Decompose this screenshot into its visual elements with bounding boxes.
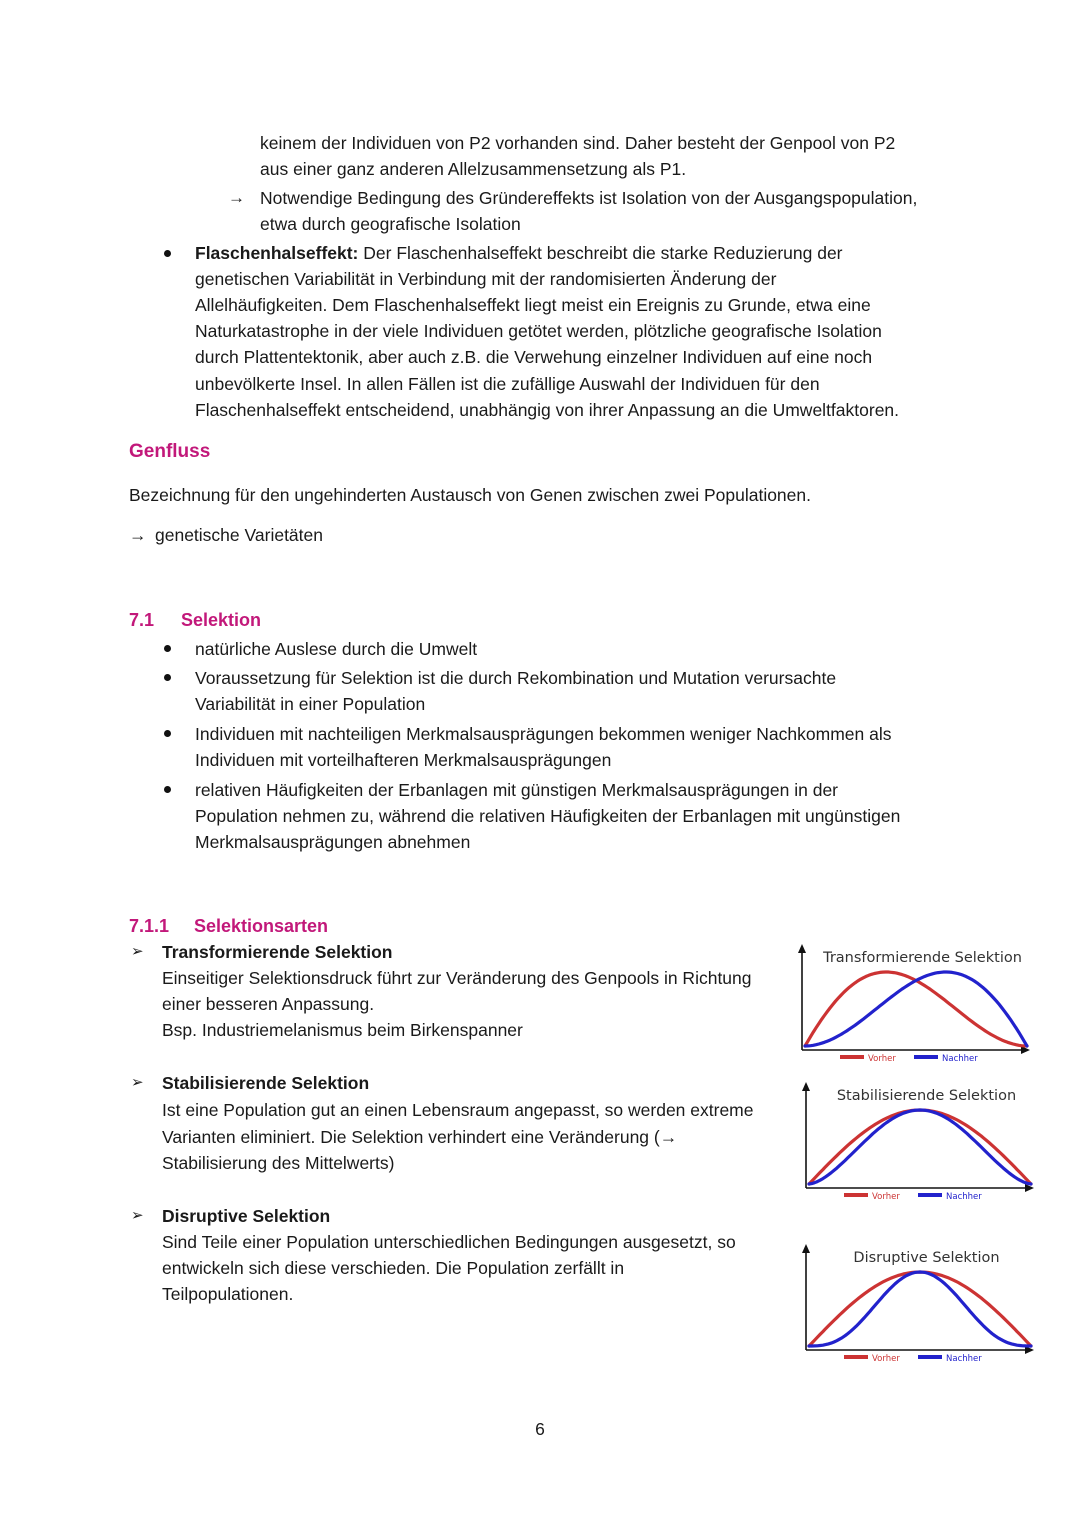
chart-svg bbox=[796, 1076, 1041, 1206]
arrow-icon: → bbox=[228, 188, 245, 207]
bullet-icon bbox=[164, 645, 171, 652]
legend-swatch-vorher bbox=[840, 1055, 864, 1059]
flaschenhals-line-6: unbevölkerte Insel. In allen Fällen ist die zufällige Auswahl der Individuen für den bbox=[195, 374, 820, 394]
legend-swatch-nachher bbox=[918, 1355, 942, 1359]
flaschenhals-term: Flaschenhalseffekt: bbox=[195, 243, 359, 263]
chart-svg bbox=[792, 938, 1037, 1068]
disruptiv-line-3: Teilpopulationen. bbox=[162, 1284, 294, 1304]
chart-title: Stabilisierende Selektion bbox=[836, 1088, 1017, 1104]
chart-title: Disruptive Selektion bbox=[853, 1250, 1000, 1266]
disruptiv-line-2: entwickeln sich diese verschieden. Die Population zerfällt in bbox=[162, 1258, 625, 1278]
genfluss-definition: Bezeichnung für den ungehinderten Austausch von Genen zwischen zwei Populationen. bbox=[129, 485, 811, 505]
transformierend-line-2: einer besseren Anpassung. bbox=[162, 994, 375, 1014]
disruptiv-line-1: Sind Teile einer Population unterschiedlichen Bedingungen ausgesetzt, so bbox=[162, 1232, 736, 1252]
flaschenhals-line-1-rest: Der Flaschenhalseffekt beschreibt die starke Reduzierung der bbox=[363, 243, 843, 263]
legend-label-vorher: Vorher bbox=[872, 1354, 900, 1364]
flaschenhals-line-7: Flaschenhalseffekt entscheidend, unabhängig von ihrer Anpassung an die Umweltfaktoren. bbox=[195, 400, 900, 420]
stabilisierend-line-3: Stabilisierung des Mittelwerts) bbox=[162, 1153, 395, 1173]
flaschenhals-line-2: genetischen Variabilität in Verbindung mit der randomisierten Änderung der bbox=[195, 269, 777, 289]
transformierend-title: Transformierende Selektion bbox=[162, 942, 393, 962]
stabilisierend-line-1: Ist eine Population gut an einen Lebensraum angepasst, so werden extreme bbox=[162, 1100, 754, 1120]
intro-arrow-line-2: etwa durch geografische Isolation bbox=[260, 214, 521, 234]
selektion-bullet-2-line-2: Variabilität in einer Population bbox=[195, 694, 426, 714]
flaschenhals-line-3: Allelhäufigkeiten. Dem Flaschenhalseffekt liegt meist ein Ereignis zu Grunde, etwa eine bbox=[195, 295, 871, 315]
selektion-bullet-3-line-1: Individuen mit nachteiligen Merkmalsausprägungen bekommen weniger Nachkommen als bbox=[195, 724, 892, 744]
genfluss-heading: Genfluss bbox=[129, 441, 211, 462]
selektion-bullet-2-line-1: Voraussetzung für Selektion ist die durch Rekombination und Mutation verursachte bbox=[195, 668, 837, 688]
series-line-nachher bbox=[809, 1110, 1031, 1184]
page-number: 6 bbox=[535, 1419, 545, 1439]
genfluss-arrow-text: genetische Varietäten bbox=[155, 525, 323, 545]
series-line-vorher bbox=[809, 1272, 1031, 1346]
legend-label-vorher: Vorher bbox=[872, 1192, 900, 1202]
legend-swatch-nachher bbox=[918, 1193, 942, 1197]
bullet-icon bbox=[164, 674, 171, 681]
selektion-heading: Selektion bbox=[181, 610, 262, 630]
chart-transformierend bbox=[792, 938, 1037, 1068]
selektion-bullet-3-line-2: Individuen mit vorteilhafteren Merkmalsausprägungen bbox=[195, 750, 612, 770]
section-number: 7.1 bbox=[129, 610, 155, 630]
y-axis-arrow-icon bbox=[802, 1244, 810, 1253]
intro-line-2: aus einer ganz anderen Allelzusammensetzung als P1. bbox=[260, 159, 687, 179]
stabilisierend-title: Stabilisierende Selektion bbox=[162, 1073, 370, 1093]
chart-title: Transformierende Selektion bbox=[823, 950, 1022, 966]
selektion-bullet-4-line-3: Merkmalsausprägungen abnehmen bbox=[195, 832, 471, 852]
chart-stabilisierend bbox=[796, 1076, 1041, 1206]
legend-swatch-vorher bbox=[844, 1355, 868, 1359]
y-axis-arrow-icon bbox=[798, 944, 806, 953]
chart-svg bbox=[796, 1238, 1041, 1368]
chevron-right-icon: ➢ bbox=[131, 1074, 144, 1091]
selektion-bullet-4-line-2: Population nehmen zu, während die relativen Häufigkeiten der Erbanlagen mit ungünstigen bbox=[195, 806, 901, 826]
flaschenhals-line-1 bbox=[195, 240, 843, 266]
legend-label-vorher: Vorher bbox=[868, 1054, 896, 1064]
series-line-nachher bbox=[809, 1272, 1031, 1346]
intro-arrow-line-1: Notwendige Bedingung des Gründereffekts ist Isolation von der Ausgangspopulation, bbox=[260, 188, 918, 208]
flaschenhals-line-4: Naturkatastrophe in der viele Individuen getötet werden, plötzliche geografische Isolation bbox=[195, 321, 882, 341]
legend-label-nachher: Nachher bbox=[946, 1354, 982, 1364]
y-axis-arrow-icon bbox=[802, 1082, 810, 1091]
flaschenhals-line-5: durch Plattentektonik, aber auch z.B. die Verwehung einzelner Individuen auf eine noch bbox=[195, 347, 873, 367]
chevron-right-icon: ➢ bbox=[131, 1207, 144, 1224]
chart-disruptiv bbox=[796, 1238, 1041, 1368]
selektion-bullet-1: natürliche Auslese durch die Umwelt bbox=[195, 639, 478, 659]
intro-line-1: keinem der Individuen von P2 vorhanden sind. Daher besteht der Genpool von P2 bbox=[260, 133, 896, 153]
arrow-right-icon: → bbox=[129, 525, 147, 545]
transformierend-line-3: Bsp. Industriemelanismus beim Birkenspanner bbox=[162, 1020, 523, 1040]
stabilisierend-line-2: Varianten eliminiert. Die Selektion verhindert eine Veränderung (→ bbox=[162, 1127, 678, 1147]
legend-swatch-nachher bbox=[914, 1055, 938, 1059]
bullet-icon bbox=[164, 250, 171, 257]
transformierend-line-1: Einseitiger Selektionsdruck führt zur Veränderung des Genpools in Richtung bbox=[162, 968, 752, 988]
series-line-vorher bbox=[809, 1110, 1031, 1184]
chevron-right-icon: ➢ bbox=[131, 943, 144, 960]
legend-swatch-vorher bbox=[844, 1193, 868, 1197]
selektion-bullet-4-line-1: relativen Häufigkeiten der Erbanlagen mit günstigen Merkmalsausprägungen in der bbox=[195, 780, 839, 800]
legend-label-nachher: Nachher bbox=[946, 1192, 982, 1202]
bullet-icon bbox=[164, 730, 171, 737]
legend-label-nachher: Nachher bbox=[942, 1054, 978, 1064]
disruptiv-title: Disruptive Selektion bbox=[162, 1206, 331, 1226]
bullet-icon bbox=[164, 786, 171, 793]
subsection-number: 7.1.1 bbox=[129, 916, 170, 936]
selektionsarten-heading: Selektionsarten bbox=[194, 916, 329, 936]
